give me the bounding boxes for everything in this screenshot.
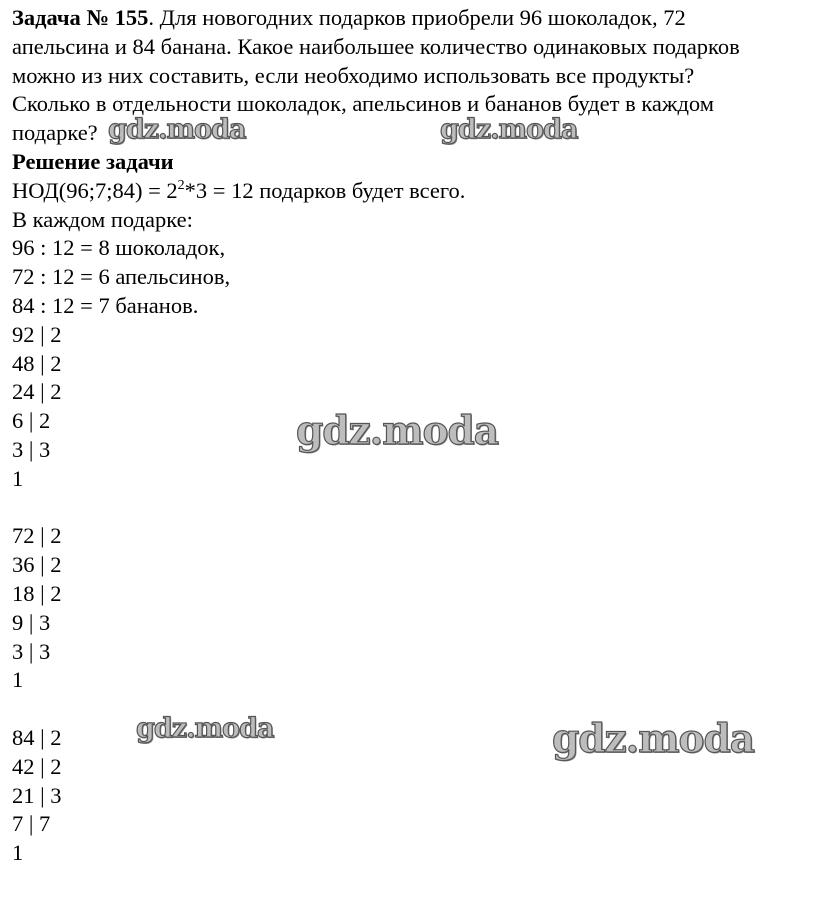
watermark: gdz.moda bbox=[108, 114, 246, 145]
factor-row: 7 | 7 bbox=[12, 811, 51, 837]
problem-line-5: подарке? bbox=[12, 120, 98, 146]
factorization-96 bbox=[12, 321, 824, 494]
factor-row: 36 | 2 bbox=[12, 552, 62, 578]
watermark: gdz.moda bbox=[296, 408, 499, 454]
document-body bbox=[12, 4, 824, 868]
problem-statement bbox=[12, 4, 824, 148]
watermark: gdz.moda bbox=[552, 716, 755, 762]
gcd-line bbox=[12, 177, 824, 206]
factor-row: 92 | 2 bbox=[12, 321, 62, 347]
factorization-84 bbox=[12, 724, 824, 868]
spacer bbox=[12, 695, 824, 724]
factor-row: 3 | 3 bbox=[12, 638, 51, 664]
factor-row: 1 bbox=[12, 465, 24, 491]
factor-row: 42 | 2 bbox=[12, 753, 62, 779]
factor-row: 84 | 2 bbox=[12, 724, 62, 750]
factorization-72 bbox=[12, 522, 824, 695]
problem-line-1 bbox=[12, 4, 824, 33]
problem-line-4: Сколько в отдельности шоколадок, апельсинов и бананов будет в каждом bbox=[12, 91, 714, 117]
factor-row: 1 bbox=[12, 840, 24, 866]
bananas-line: 84 : 12 = 7 бананов. bbox=[12, 292, 199, 318]
gcd-exponent: 2 bbox=[177, 177, 185, 193]
oranges-line: 72 : 12 = 6 апельсинов, bbox=[12, 264, 231, 290]
spacer bbox=[12, 494, 824, 523]
factor-row: 24 | 2 bbox=[12, 379, 62, 405]
problem-line-2: апельсина и 84 банана. Какое наибольшее количество одинаковых подарков bbox=[12, 33, 740, 59]
factor-row: 1 bbox=[12, 667, 24, 693]
in-each-gift-line: В каждом подарке: bbox=[12, 206, 193, 232]
factor-row: 21 | 3 bbox=[12, 782, 62, 808]
factor-row: 9 | 3 bbox=[12, 609, 51, 635]
factor-row: 18 | 2 bbox=[12, 580, 62, 606]
factor-row: 6 | 2 bbox=[12, 408, 51, 434]
watermark: gdz.moda bbox=[440, 114, 578, 145]
gcd-suffix: *3 = 12 подарков будет всего. bbox=[184, 177, 466, 203]
solution-heading: Решение задачи bbox=[12, 148, 174, 174]
factor-row: 72 | 2 bbox=[12, 523, 62, 549]
factor-row: 3 | 3 bbox=[12, 436, 51, 462]
solution bbox=[12, 148, 824, 321]
problem-text-1: . Для новогодних подарков приобрели 96 шоколадок, 72 bbox=[148, 5, 686, 30]
gcd-prefix: НОД(96;7;84) = 2 bbox=[12, 177, 178, 203]
chocolates-line: 96 : 12 = 8 шоколадок, bbox=[12, 235, 226, 261]
factor-row: 48 | 2 bbox=[12, 350, 62, 376]
watermark: gdz.moda bbox=[136, 713, 274, 744]
problem-line-3: можно из них составить, если необходимо использовать все продукты? bbox=[12, 62, 695, 88]
problem-title: Задача № 155 bbox=[12, 5, 149, 30]
